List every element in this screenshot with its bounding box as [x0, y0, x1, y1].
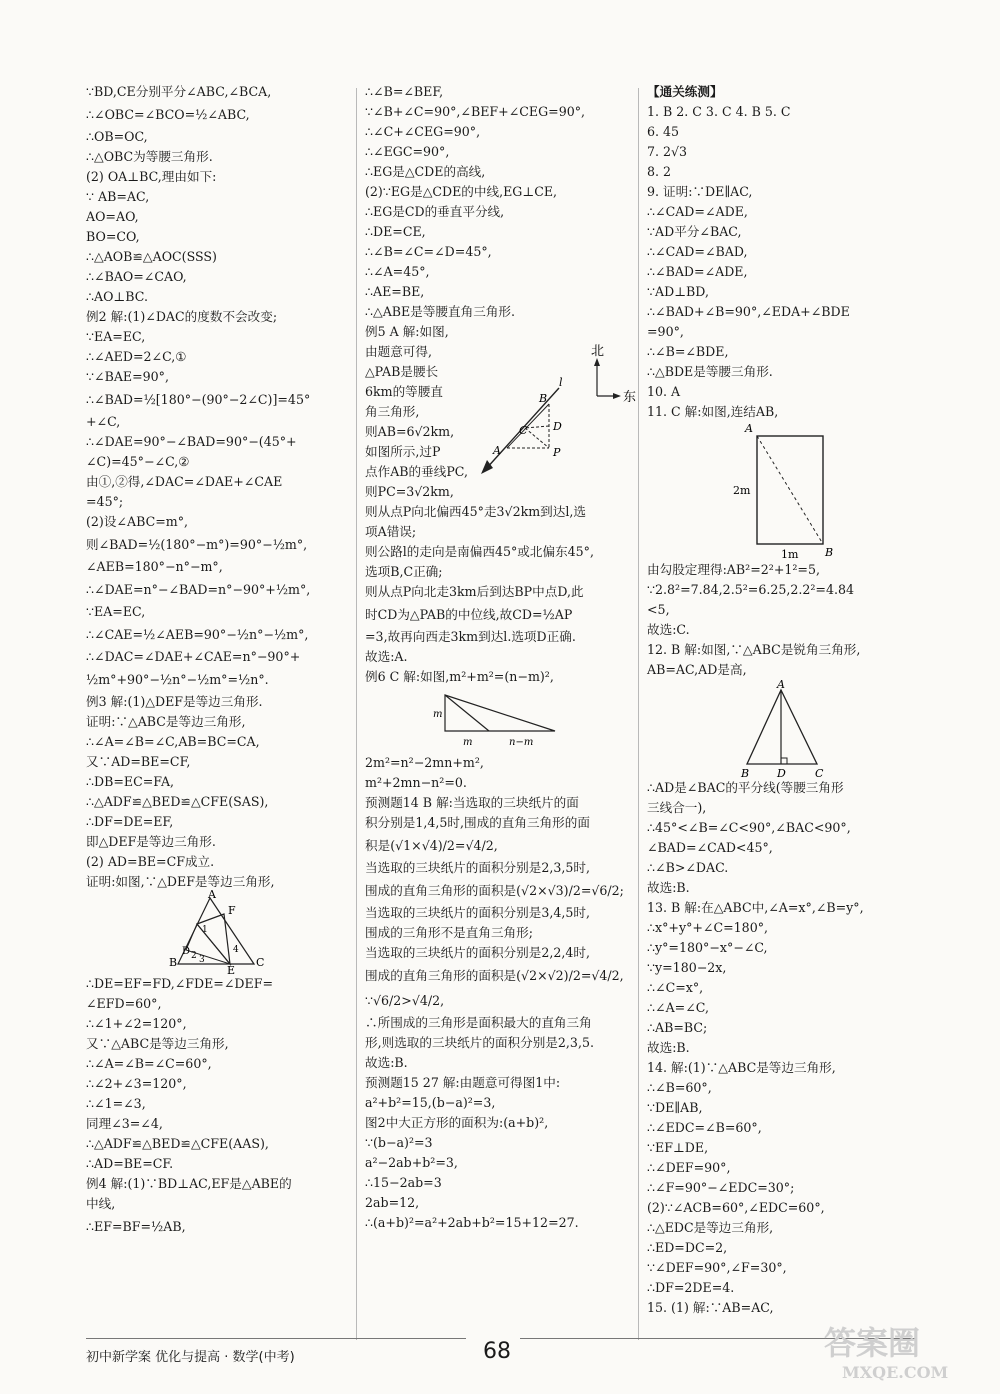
- text-line: 当选取的三块纸片的面积分别是2,3,5时,: [365, 860, 590, 875]
- text-line: ∵(b−a)²=3: [365, 1135, 433, 1150]
- text-line: ∴∠B=60°,: [647, 1080, 712, 1095]
- column-1-text-bottom: [86, 974, 348, 1239]
- rect-label-B: B: [825, 546, 834, 559]
- text-line: ∴AD是∠BAC的平分线(等腰三角形: [647, 780, 844, 795]
- iso-label-A: A: [777, 678, 785, 691]
- text-line: ∴∠BAO=∠CAO,: [86, 269, 187, 284]
- text-line: ½m°+90°−½n°−½m°=½n°.: [86, 672, 269, 687]
- text-line: ∵∠B+∠C=90°,∠BEF+∠CEG=90°,: [365, 104, 586, 119]
- label-B: B: [169, 956, 178, 969]
- text-line: ∴∠A=∠B=∠C=60°,: [86, 1056, 212, 1071]
- text-line: 即△DEF是等边三角形.: [86, 834, 216, 849]
- text-line: (2) AD=BE=CF成立.: [86, 854, 215, 869]
- text-line: 由题意可得,: [365, 344, 432, 359]
- text-line: a²+b²=15,(b−a)²=3,: [365, 1095, 496, 1110]
- text-line: 选项B,C正确;: [365, 564, 443, 579]
- text-line: 8. 2: [647, 164, 672, 179]
- text-line: 故选:B.: [365, 1055, 408, 1070]
- text-line: 例2 解:(1)∠DAC的度数不会改变;: [86, 309, 278, 324]
- text-line: ∴∠F=90°−∠EDC=30°;: [647, 1180, 795, 1195]
- text-line: ∵EF⊥DE,: [647, 1140, 709, 1155]
- text-line: 故选:B.: [647, 880, 690, 895]
- text-line: ∵∠BAE=90°,: [86, 369, 169, 384]
- text-line: 13. B 解:在△ABC中,∠A=x°,∠B=y°,: [647, 900, 864, 915]
- text-line: ∴EG是CD的垂直平分线,: [365, 204, 505, 219]
- text-line: ∴EG是△CDE的高线,: [365, 164, 486, 179]
- label-m-bottom: m: [463, 737, 473, 748]
- text-line: ∴△ADF≌△BED≌△CFE(AAS),: [86, 1136, 269, 1151]
- text-line: ∴∠DEF=90°,: [647, 1160, 731, 1175]
- label-2: 2: [191, 951, 197, 961]
- compass-map-figure: [477, 344, 637, 484]
- text-line: 证明:如图,∵△DEF是等边三角形,: [86, 874, 275, 889]
- text-line: 10. A: [647, 384, 681, 399]
- column-3-text-c: [647, 778, 915, 1318]
- text-line: ∵2.8²=7.84,2.5²=6.25,2.2²=4.84: [647, 582, 855, 597]
- label-north: 北: [591, 344, 605, 359]
- map-label-l: l: [559, 376, 563, 389]
- text-line: ∵AD⊥BD,: [647, 284, 709, 299]
- text-line: ∴∠B=∠BEF,: [365, 84, 444, 99]
- text-line: (2)设∠ABC=m°,: [86, 514, 188, 529]
- text-line: 2ab=12,: [365, 1195, 420, 1210]
- column-1-text-top: [86, 82, 348, 892]
- text-line: ∵AD平分∠BAC,: [647, 224, 742, 239]
- text-line: =3,故再向西走3km到达l.选项D正确.: [365, 629, 576, 644]
- text-line: ∴DF=2DE=4.: [647, 1280, 735, 1295]
- footer-book-title: 初中新学案 优化与提高 · 数学(中考): [86, 1350, 295, 1365]
- label-A: A: [208, 888, 216, 901]
- text-line: (2)∵∠ACB=60°,∠EDC=60°,: [647, 1200, 825, 1215]
- text-line: ∴∠DAC=∠DAE+∠CAE=n°−90°+: [86, 649, 301, 664]
- text-line: 当选取的三块纸片的面积分别是3,4,5时,: [365, 905, 590, 920]
- text-line: 围成的直角三角形的面积是(√2×√3)/2=√6/2;: [365, 883, 624, 898]
- text-line: ∴DB=EC=FA,: [86, 774, 175, 789]
- text-line: 例4 解:(1)∵BD⊥AC,EF是△ABE的: [86, 1176, 292, 1191]
- column-1: [86, 82, 348, 1239]
- text-line: 例5 A 解:如图,: [365, 324, 449, 339]
- text-line: +∠C,: [86, 414, 121, 429]
- label-3: 3: [199, 955, 205, 965]
- text-line: ∴△BDE是等腰三角形.: [647, 364, 773, 379]
- text-line: 6. 45: [647, 124, 680, 139]
- text-line: ∴∠CAE=½∠AEB=90°−½n°−½m°,: [86, 627, 309, 642]
- text-line: (2) OA⊥BC,理由如下:: [86, 169, 217, 184]
- triangle-def-figure: [86, 888, 348, 977]
- text-line: 故选:B.: [647, 1040, 690, 1055]
- text-line: 【通关练测】: [647, 84, 723, 99]
- text-line: =45°;: [86, 494, 124, 509]
- text-line: ∴(a+b)²=a²+2ab+b²=15+12=27.: [365, 1215, 579, 1230]
- text-line: 时CD为△PAB的中位线,故CD=½AP: [365, 607, 573, 622]
- text-line: ∵√6/2>√4/2,: [365, 993, 445, 1008]
- text-line: AO=AO,: [86, 209, 139, 224]
- text-line: ∴∠B=∠BDE,: [647, 344, 729, 359]
- text-line: ∴EF=BF=½AB,: [86, 1219, 186, 1234]
- text-line: ∴DF=DE=EF,: [86, 814, 174, 829]
- text-line: ∵y=180−2x,: [647, 960, 727, 975]
- text-line: 角三角形,: [365, 404, 420, 419]
- text-line: 点作AB的垂线PC,: [365, 464, 468, 479]
- text-line: ∴∠CAD=∠BAD,: [647, 244, 748, 259]
- text-line: 围成的三角形不是直角三角形;: [365, 925, 533, 940]
- rect-label-1m: 1m: [781, 548, 799, 561]
- text-line: a²−2ab+b²=3,: [365, 1155, 458, 1170]
- text-line: ∴∠A=∠B=∠C,AB=BC=CA,: [86, 734, 260, 749]
- text-line: ∴∠EDC=∠B=60°,: [647, 1120, 762, 1135]
- text-line: ∴∠2+∠3=120°,: [86, 1076, 187, 1091]
- text-line: ∠C)=45°−∠C,②: [86, 454, 190, 469]
- text-line: 又∵AD=BE=CF,: [86, 754, 191, 769]
- column-2: [365, 82, 637, 1233]
- label-D: D: [182, 946, 191, 957]
- text-line: ∴x°+y°+∠C=180°,: [647, 920, 769, 935]
- svg-text:答案圈: 答案圈: [824, 1324, 921, 1362]
- text-line: 证明:∵△ABC是等边三角形,: [86, 714, 246, 729]
- svg-text:MXQE.COM: MXQE.COM: [842, 1363, 949, 1382]
- column-3-text-a: [647, 82, 915, 422]
- text-line: <5,: [647, 602, 670, 617]
- text-line: (2)∵EG是△CDE的中线,EG⊥CE,: [365, 184, 558, 199]
- text-line: 项A错误;: [365, 524, 417, 539]
- text-line: 则从点P向北偏西45°走3√2km到达l,选: [365, 504, 586, 519]
- text-line: ∴△AOB≌△AOC(SSS): [86, 249, 217, 264]
- text-line: ∴45°<∠B=∠C<90°,∠BAC<90°,: [647, 820, 851, 835]
- text-line: ∴∠1+∠2=120°,: [86, 1016, 187, 1031]
- text-line: 2m²=n²−2mn+m²,: [365, 755, 484, 770]
- text-line: BO=CO,: [86, 229, 140, 244]
- text-line: 积分别是1,4,5时,围成的直角三角形的面: [365, 815, 590, 830]
- text-line: ∴∠B>∠DAC.: [647, 860, 729, 875]
- text-line: 三线合一),: [647, 800, 707, 815]
- text-line: △PAB是腰长: [365, 364, 439, 379]
- text-line: 中线,: [86, 1196, 116, 1211]
- text-line: ∴∠B=∠C=∠D=45°,: [365, 244, 492, 259]
- rect-label-2m: 2m: [733, 484, 751, 497]
- text-line: ∵EA=EC,: [86, 329, 146, 344]
- text-line: ∴△OBC为等腰三角形.: [86, 149, 213, 164]
- rectangle-figure: [647, 422, 915, 560]
- text-line: ∴OB=OC,: [86, 129, 148, 144]
- text-line: ∴∠DAE=n°−∠BAD=n°−90°+½m°,: [86, 582, 311, 597]
- text-line: ∴∠A=45°,: [365, 264, 430, 279]
- text-line: 预测题15 27 解:由题意可得图1中:: [365, 1075, 561, 1090]
- text-line: ∴AD=BE=CF.: [86, 1156, 174, 1171]
- text-line: ∴∠C+∠CEG=90°,: [365, 124, 481, 139]
- map-label-A: A: [493, 444, 501, 457]
- text-line: ∠BAD=∠CAD<45°,: [647, 840, 773, 855]
- text-line: ∴AE=BE,: [365, 284, 425, 299]
- text-line: =90°,: [647, 324, 684, 339]
- text-line: ∴所围成的三角形是面积最大的直角三角: [365, 1015, 592, 1030]
- text-line: ∴∠OBC=∠BCO=½∠ABC,: [86, 107, 250, 122]
- text-line: 形,则选取的三块纸片的面积分别是2,3,5.: [365, 1035, 594, 1050]
- text-line: ∴∠DAE=90°−∠BAD=90°−(45°+: [86, 434, 297, 449]
- text-line: 由勾股定理得:AB²=2²+1²=5,: [647, 562, 820, 577]
- page-number: 68: [483, 1339, 511, 1364]
- label-east: 东: [623, 390, 637, 405]
- text-line: 7. 2√3: [647, 144, 688, 159]
- text-line: ∴△EDC是等边三角形,: [647, 1220, 774, 1235]
- text-line: ∴∠C=x°,: [647, 980, 704, 995]
- text-line: ∵∠DEF=90°,∠F=30°,: [647, 1260, 787, 1275]
- column-2-text-bottom: [365, 753, 633, 1233]
- text-line: ∴∠CAD=∠ADE,: [647, 204, 748, 219]
- isosceles-triangle-figure: [647, 680, 915, 778]
- column-3-text-b: [647, 560, 915, 680]
- text-line: 故选:A.: [365, 649, 408, 664]
- text-line: 9. 证明:∵DE∥AC,: [647, 184, 753, 199]
- text-line: AB=AC,AD是高,: [647, 662, 747, 677]
- label-F: F: [228, 904, 236, 917]
- text-line: 由①,②得,∠DAC=∠DAE+∠CAE: [86, 474, 283, 489]
- text-line: 15. (1) 解:∵AB=AC,: [647, 1300, 774, 1315]
- text-line: ∴DE=CE,: [365, 224, 426, 239]
- iso-label-D: D: [777, 767, 786, 780]
- column-divider-left: [356, 88, 357, 1340]
- text-line: ∴△ABE是等腰直角三角形.: [365, 304, 515, 319]
- text-line: 当选取的三块纸片的面积分别是2,2,4时,: [365, 945, 590, 960]
- text-line: ∠EFD=60°,: [86, 996, 162, 1011]
- text-line: ∴∠A=∠C,: [647, 1000, 709, 1015]
- text-line: ∵ AB=AC,: [86, 189, 150, 204]
- text-line: 则AB=6√2km,: [365, 424, 455, 439]
- text-line: ∵EA=EC,: [86, 604, 146, 619]
- text-line: 1. B 2. C 3. C 4. B 5. C: [647, 104, 791, 119]
- map-label-B: B: [539, 392, 548, 405]
- text-line: 12. B 解:如图,∵△ABC是锐角三角形,: [647, 642, 861, 657]
- text-line: ∴∠AED=2∠C,①: [86, 349, 187, 364]
- text-line: 预测题14 B 解:当选取的三块纸片的面: [365, 795, 579, 810]
- text-line: 6km的等腰直: [365, 384, 443, 399]
- text-line: ∴∠EGC=90°,: [365, 144, 450, 159]
- label-n-minus-m: n−m: [509, 737, 534, 748]
- text-line: ∴DE=EF=FD,∠FDE=∠DEF=: [86, 976, 273, 991]
- text-line: 积是(√1×√4)/2=√4/2,: [365, 838, 498, 853]
- text-line: 例3 解:(1)△DEF是等边三角形.: [86, 694, 263, 709]
- text-line: ∠AEB=180°−n°−m°,: [86, 559, 223, 574]
- label-1: 1: [202, 925, 208, 935]
- text-line: 又∵△ABC是等边三角形,: [86, 1036, 229, 1051]
- iso-label-B: B: [741, 767, 750, 780]
- watermark-logo: [820, 1318, 985, 1384]
- iso-label-C: C: [815, 767, 824, 780]
- text-line: 则公路l的走向是南偏西45°或北偏东45°,: [365, 544, 594, 559]
- column-divider-right: [638, 88, 639, 1340]
- map-label-P: P: [553, 446, 561, 459]
- text-line: 则∠BAD=½(180°−m°)=90°−½m°,: [86, 537, 308, 552]
- map-label-D: D: [553, 420, 562, 433]
- text-line: 则PC=3√2km,: [365, 484, 454, 499]
- label-C: C: [256, 956, 265, 969]
- text-line: 例6 C 解:如图,m²+m²=(n−m)²,: [365, 669, 554, 684]
- text-line: m²+2mn−n²=0.: [365, 775, 467, 790]
- label-4: 4: [233, 945, 239, 955]
- text-line: 故选:C.: [647, 622, 690, 637]
- text-line: ∴ED=DC=2,: [647, 1240, 728, 1255]
- text-line: ∴∠BAD+∠B=90°,∠EDA+∠BDE: [647, 304, 850, 319]
- text-line: 图2中大正方形的面积为:(a+b)²,: [365, 1115, 549, 1130]
- text-line: ∵BD,CE分别平分∠ABC,∠BCA,: [86, 84, 272, 99]
- text-line: ∴∠BAD=∠ADE,: [647, 264, 748, 279]
- text-line: 14. 解:(1)∵△ABC是等边三角形,: [647, 1060, 836, 1075]
- label-m-left: m: [433, 709, 443, 720]
- text-line: 如图所示,过P: [365, 444, 441, 459]
- column-3: [647, 82, 915, 1318]
- map-label-C: C: [519, 424, 528, 437]
- label-E: E: [227, 964, 236, 977]
- example6-triangle-figure: [365, 687, 633, 753]
- text-line: ∴AO⊥BC.: [86, 289, 148, 304]
- text-line: ∵DE∥AB,: [647, 1100, 703, 1115]
- footer-rule-left: [86, 1338, 466, 1339]
- text-line: ∴∠BAD=½[180°−(90°−2∠C)]=45°: [86, 392, 311, 407]
- text-line: ∴△ADF≌△BED≌△CFE(SAS),: [86, 794, 269, 809]
- text-line: 则从点P向北走3km后到达BP中点D,此: [365, 584, 584, 599]
- rect-label-A: A: [745, 422, 753, 435]
- text-line: 围成的直角三角形的面积是(√2×√2)/2=√4/2,: [365, 968, 624, 983]
- text-line: ∴∠1=∠3,: [86, 1096, 146, 1111]
- text-line: 同理∠3=∠4,: [86, 1116, 163, 1131]
- text-line: 11. C 解:如图,连结AB,: [647, 404, 779, 419]
- text-line: ∴y°=180°−x°−∠C,: [647, 940, 768, 955]
- text-line: ∴AB=BC;: [647, 1020, 708, 1035]
- text-line: ∴15−2ab=3: [365, 1175, 442, 1190]
